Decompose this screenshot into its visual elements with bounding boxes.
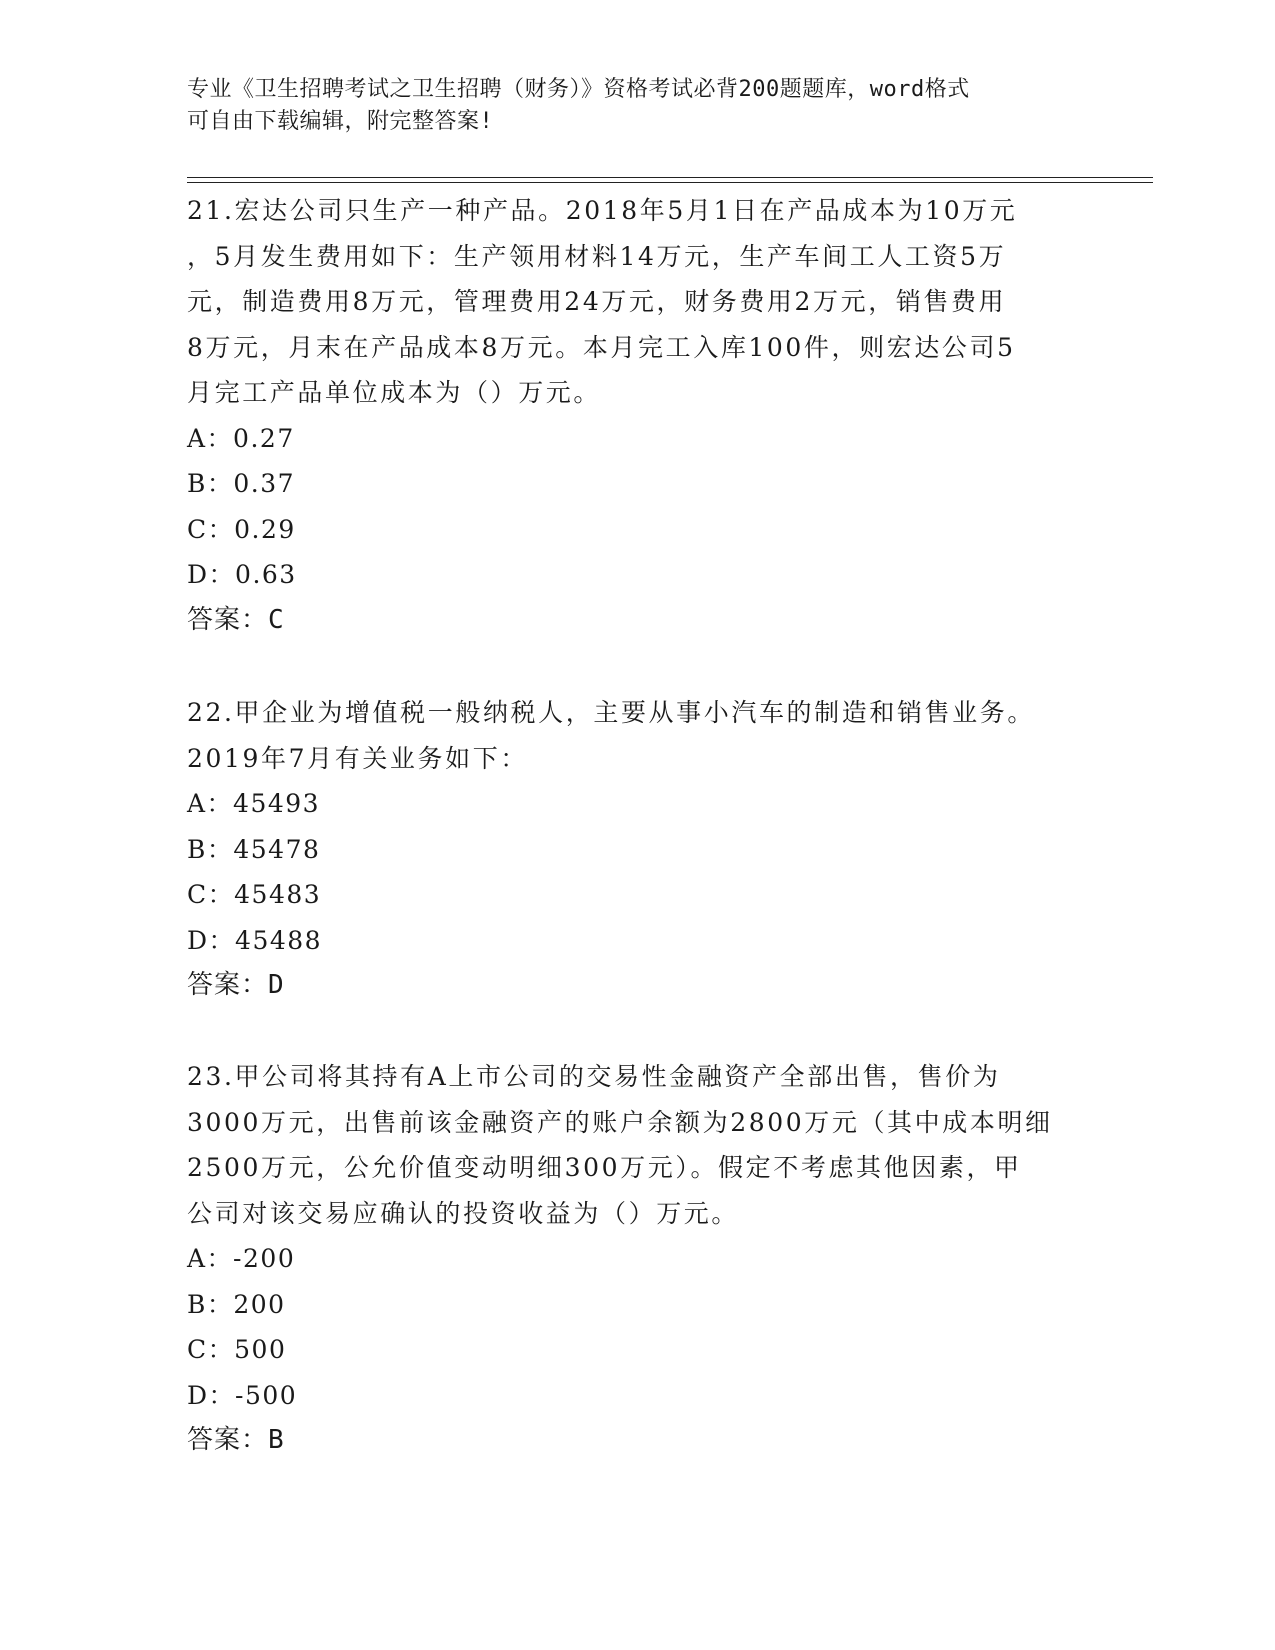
option-d: D：0.63: [187, 560, 297, 589]
answer: 答案：B: [187, 1425, 285, 1455]
question-stem-line: 21.宏达公司只生产一种产品。2018年5月1日在产品成本为10万元: [187, 196, 1018, 225]
option-c: C：0.29: [187, 514, 296, 544]
option-a: A：-200: [187, 1244, 296, 1273]
question-stem-line: 2500万元，公允价值变动明细300万元）。假定不考虑其他因素，甲: [187, 1153, 1022, 1182]
question-23: [187, 1054, 1087, 1464]
option-b: B：200: [187, 1289, 286, 1319]
question-21: [187, 188, 1087, 643]
answer: 答案：D: [187, 970, 285, 1000]
question-stem-line: 3000万元，出售前该金融资产的账户余额为2800万元（其中成本明细: [187, 1107, 1053, 1137]
question-stem-line: 公司对该交易应确认的投资收益为（）万元。: [187, 1198, 740, 1228]
question-stem-line: ，5月发生费用如下：生产领用材料14万元，生产车间工人工资5万: [187, 241, 1007, 271]
option-d: D：45488: [187, 925, 323, 955]
option-b: B：0.37: [187, 469, 296, 498]
header-divider-bottom: [187, 182, 1153, 183]
header-line-1: 专业《卫生招聘考试之卫生招聘（财务）》资格考试必背200题题库，word格式: [187, 77, 970, 102]
question-stem-line: 23.甲公司将其持有A上市公司的交易性金融资产全部出售，售价为: [187, 1062, 1001, 1091]
answer: 答案：C: [187, 604, 285, 635]
header-divider-top: [187, 177, 1153, 178]
option-b: B：45478: [187, 834, 321, 864]
question-22: [187, 690, 1087, 1009]
option-a: A：45493: [187, 789, 321, 818]
question-stem-line: 2019年7月有关业务如下：: [187, 743, 528, 773]
option-d: D：-500: [187, 1380, 298, 1410]
document-header: [187, 74, 1067, 138]
option-c: C：500: [187, 1335, 287, 1364]
question-stem-line: 22.甲企业为增值税一般纳税人，主要从事小汽车的制造和销售业务。: [187, 698, 1035, 727]
question-stem-line: 8万元，月末在产品成本8万元。本月完工入库100件，则宏达公司5: [187, 332, 1016, 362]
question-stem-line: 元，制造费用8万元，管理费用24万元，财务费用2万元，销售费用: [187, 287, 1007, 316]
question-stem-line: 月完工产品单位成本为（）万元。: [187, 378, 602, 407]
header-line-2: 可自由下载编辑，附完整答案!: [187, 109, 494, 134]
option-c: C：45483: [187, 880, 322, 909]
option-a: A：0.27: [187, 423, 295, 453]
